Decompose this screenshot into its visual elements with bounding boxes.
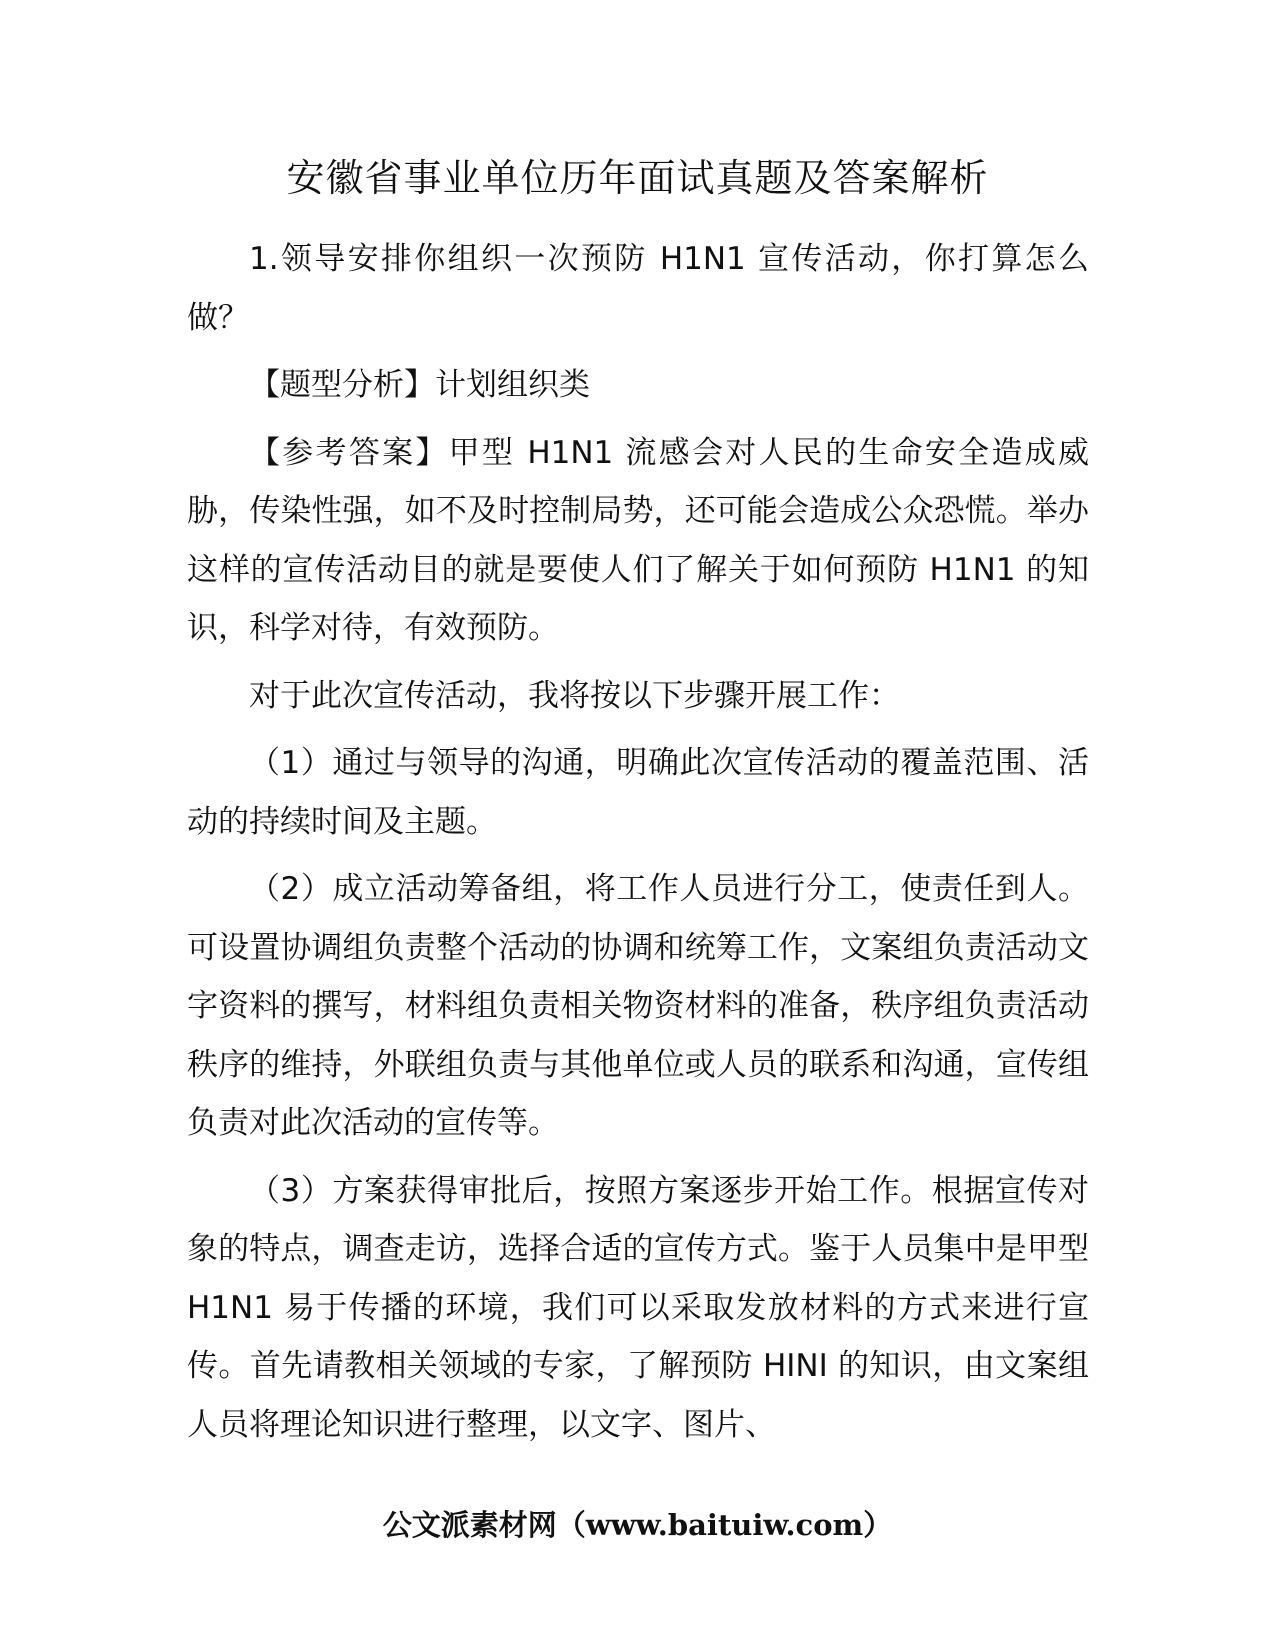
- paragraph-step-1: （1）通过与领导的沟通，明确此次宣传活动的覆盖范围、活动的持续时间及主题。: [187, 745, 1089, 840]
- paragraph-step-3: （3）方案获得审批后，按照方案逐步开始工作。根据宣传对象的特点，调查走访，选择合适的宣传方式。鉴于人员集中是甲型 H1N1 易于传播的环境，我们可以采取发放材料的方式来进行宣传。首先请教相关领域的专家，了解预防 HINI 的知识，由文案组人员将理论知识进行整理，以文字、图片、: [187, 1172, 1089, 1443]
- paragraph-step-2: （2）成立活动筹备组，将工作人员进行分工，使责任到人。可设置协调组负责整个活动的协调和统筹工作，文案组负责活动文字资料的撰写，材料组负责相关物资材料的准备，秩序组负责活动秩序的维持，外联组负责与其他单位或人员的联系和沟通，宣传组负责对此次活动的宣传等。: [187, 871, 1089, 1141]
- paragraph-reference-answer: 【参考答案】甲型 H1N1 流感会对人民的生命安全造成威胁，传染性强，如不及时控制局势，还可能会造成公众恐慌。举办这样的宣传活动目的就是要使人们了解关于如何预防 H1N1 的知识，科学对待，有效预防。: [187, 434, 1089, 646]
- page-footer: 公文派素材网（www.baituiw.com）: [382, 1508, 893, 1542]
- document-title: 安徽省事业单位历年面试真题及答案解析: [286, 156, 989, 200]
- paragraph-question-type: 【题型分析】计划组织类: [249, 367, 590, 403]
- paragraph-question: 1.领导安排你组织一次预防 H1N1 宣传活动，你打算怎么做？: [187, 241, 1089, 336]
- paragraph-steps-intro: 对于此次宣传活动，我将按以下步骤开展工作：: [249, 677, 900, 714]
- document-body: [187, 230, 1089, 1463]
